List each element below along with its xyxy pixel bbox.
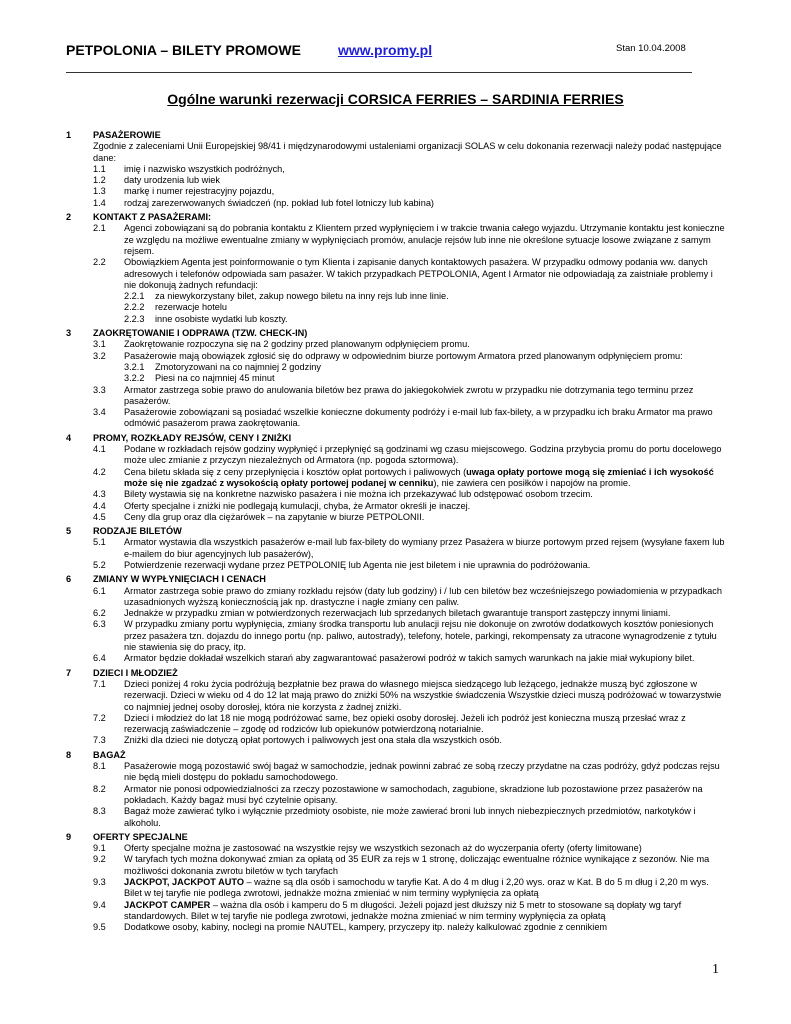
item-number: 5.1: [93, 537, 106, 548]
sub-item-text: inne osobiste wydatki lub koszty.: [155, 313, 288, 324]
item-number: 7.2: [93, 712, 106, 723]
item-text: [124, 501, 470, 511]
item-text: [124, 175, 220, 185]
item-text-segment: Dzieci i młodzież do lat 18 nie mogą podróżować same, bez opieki osoby dorosłej. Jeżeli ich podróż jest konieczna muszą przesłać wraz z rezerwacją zaświadczenie – zgodę od rodziców lub opiekunów potwierdzoną notarialnie.: [124, 712, 686, 735]
section-title: ZAOKRĘTOWANIE I ODPRAWA (TZW. CHECK-IN): [93, 328, 308, 339]
item-number: 2.2: [93, 257, 106, 268]
item-text-segment: Agenci zobowiązani są do pobrania kontaktu z Klientem przed wypłynięciem i w trakcie trwania całego wyjazdu. Utrzymanie kontaktu jest konieczne ze względu na możliwe ewentualne zmiany w wypłynięciach promów, anulacje rejsów lub inne nie określone sytuacje losowe związane z samym rejsem.: [124, 223, 725, 256]
item-number: 9.3: [93, 877, 106, 887]
item-number: 7.3: [93, 735, 106, 746]
section-title: KONTAKT Z PASAŻERAMI:: [93, 212, 212, 223]
item-text-segment: markę i numer rejestracyjny pojazdu,: [124, 186, 275, 197]
item-number: 1.4: [93, 197, 106, 208]
section-number: 4: [66, 432, 72, 443]
item-text-segment: Zaokrętowanie rozpoczyna się na 2 godziny przed planowanym odpłynięciem promu.: [124, 339, 470, 350]
section-item: [93, 806, 726, 829]
item-text-segment: rodzaj zarezerwowanych świadczeń (np. pokład lub fotel lotniczy lub kabina): [124, 197, 434, 208]
section-item: [93, 512, 726, 523]
section-title: BAGAŻ: [93, 749, 126, 760]
sub-item-number: 3.2.1: [124, 361, 145, 372]
item-text: [124, 586, 722, 607]
item-text-segment: Pasażerowie mogą pozostawić swój bagaż w samochodzie, jednak powinni zabrać ze sobą rzeczy przydatne na czas podróży, gdyż podczas rejsu nie będą mieli dostępu do pokładu samochodowego.: [124, 761, 720, 783]
section-item: [93, 586, 726, 609]
item-number: 5.2: [93, 559, 106, 570]
section: [66, 668, 726, 747]
item-text-segment: Ceny dla grup oraz dla ciężarówek – na zapytanie w biurze PETPOLONII.: [124, 511, 425, 522]
section-title: RODZAJE BILETÓW: [93, 526, 182, 537]
item-text-segment: Oferty specjalne można je zastosować na wszystkie rejsy we wszystkich sezonach aż do wyczerpania oferty (oferty limitowane): [124, 843, 642, 854]
sub-item: [93, 314, 726, 325]
section-item: [93, 537, 726, 560]
item-number: 4.3: [93, 489, 106, 500]
item-text-segment: Bagaż może zawierać tylko i wyłącznie przedmioty osobiste, nie może zawierać broni lub innych niebezpiecznych przedmiotów, narkotyków i alkoholu.: [124, 806, 696, 828]
section-item: [93, 560, 726, 571]
item-text: [124, 806, 695, 827]
item-text: [124, 164, 285, 174]
section: [66, 832, 726, 934]
item-number: 4.2: [93, 466, 106, 477]
item-text: [124, 713, 686, 734]
item-number: 4.5: [93, 511, 106, 522]
header-brand: PETPOLONIA – BILETY PROMOWE: [66, 42, 301, 58]
section-item: [93, 351, 726, 362]
item-text-segment: – ważne są dla osób i samochodu w taryfie Kat. A do 4 m dług i 2,20 wys. oraz w Kat. B do 5 m dług i 2,20 m wys. Bilet w tej taryfie nie podlega zwrotowi, jednakże można zmieniać w nim terminy wypłynięcia za opłatą: [124, 877, 709, 899]
item-number: 9.4: [93, 899, 106, 910]
sub-item: [93, 291, 726, 302]
sub-item-number: 2.2.3: [124, 313, 145, 324]
item-text-bold: JACKPOT CAMPER: [124, 899, 211, 910]
section-item: [93, 784, 726, 807]
section-item: [93, 175, 726, 186]
item-text: [124, 537, 724, 558]
sub-item-number: 2.2.2: [124, 302, 145, 313]
section-title: PASAŻEROWIE: [93, 130, 161, 140]
header-rule: [66, 72, 692, 73]
item-text: [124, 257, 713, 290]
item-text-segment: Dodatkowe osoby, kabiny, noclegi na promie NAUTEL, kampery, przyczepy itp. należy kalkulować zgodnie z cennikiem: [124, 922, 608, 933]
item-text: [124, 900, 681, 921]
section-item: [93, 619, 726, 653]
item-text: [124, 735, 502, 745]
item-text: [124, 877, 709, 898]
item-text-segment: Pasażerowie zobowiązani są posiadać wszelkie konieczne dokumenty podróży i e-mail lub fax-bilety, a w przypadku ich braku Armator ma prawo odmówić pasażerom prawa zaokrętowania.: [124, 407, 713, 429]
header-date: Stan 10.04.2008: [616, 43, 686, 54]
item-text: [124, 679, 721, 712]
section: [66, 574, 726, 664]
item-text-segment: Armator będzie dokładał wszelkich starań aby zagwarantować pasażerowi podróż w takich samych warunkach na jakie miał wykupiony bilet.: [124, 653, 695, 664]
item-number: 7.1: [93, 678, 106, 689]
section-item: [93, 257, 726, 291]
item-text-segment: Bilety wystawia się na konkretne nazwisko pasażera i nie można ich przekazywać lub odstępować osobom trzecim.: [124, 489, 593, 500]
item-text: [124, 223, 725, 256]
section-item: [93, 761, 726, 784]
sub-item-text: Piesi na co najmniej 45 minut: [155, 373, 275, 384]
item-text-segment: daty urodzenia lub wiek: [124, 175, 221, 186]
section-item: [93, 713, 726, 736]
section-item: [93, 444, 726, 467]
item-text: [124, 467, 714, 488]
item-text: [124, 512, 424, 522]
sub-item: [93, 362, 726, 373]
item-text: [124, 854, 709, 875]
section: [66, 750, 726, 829]
item-text-segment: Armator zastrzega sobie prawo do zmiany rozkładu rejsów (daty lub godziny) i / lub cen biletów bez wcześniejszego powiadomienia w przypadkach uzasadnionych wyższą koniecznością jak np. drastyczne i nagłe zmiany cen paliw.: [124, 585, 722, 607]
item-text-segment: Armator zastrzega sobie prawo do anulowania biletów bez prawa do jakiegokolwiek zwrotu w przypadku nie dotrzymania tego terminu przez pasażerów.: [124, 384, 694, 406]
item-text-segment: Pasażerowie mają obowiązek zgłosić się do odprawy w odpowiednim biurze portowym Armatora przed planowanym odpłynięciem promu:: [124, 350, 683, 361]
item-text: [124, 351, 683, 361]
section-item: [93, 164, 726, 175]
sub-item: [93, 302, 726, 313]
item-text-segment: ), nie zawiera cen posiłków i napojów na promie.: [433, 477, 631, 488]
item-text: [124, 560, 590, 570]
section: [66, 526, 726, 571]
section-item: [93, 501, 726, 512]
section-item: [93, 843, 726, 854]
section-number: 1: [66, 130, 72, 140]
sub-item-text: za niewykorzystany bilet, zakup nowego biletu na inny rejs lub inne linie.: [155, 291, 449, 302]
section: [66, 328, 726, 430]
item-text: [124, 489, 593, 499]
sub-item: [93, 373, 726, 384]
section-number: 9: [66, 831, 72, 842]
section-title: OFERTY SPECJALNE: [93, 831, 188, 842]
item-text-segment: Cena biletu składa się z ceny przepłynięcia i kosztów opłat portowych i paliwowych (: [124, 466, 467, 477]
section: [66, 130, 726, 209]
item-text-segment: Potwierdzenie rezerwacji wydane przez PETPOLONIĘ lub Agenta nie jest biletem i nie uprawnia do podróżowania.: [124, 559, 591, 570]
section-item: [93, 653, 726, 664]
item-number: 3.1: [93, 339, 106, 350]
item-text: [124, 608, 670, 618]
item-text: [124, 385, 693, 406]
section-item: [93, 735, 726, 746]
section-intro: Zgodnie z zaleceniami Unii Europejskiej 98/41 i międzynarodowymi ustaleniami organizacji SOLAS w celu dokonania rezerwacji należy podać następujące dane:: [93, 141, 722, 163]
document-body: [66, 130, 726, 936]
section-item: [93, 467, 726, 490]
item-number: 3.4: [93, 407, 106, 418]
sub-item-text: Zmotoryzowani na co najmniej 2 godziny: [155, 361, 321, 372]
section-item: [93, 186, 726, 197]
section-item: [93, 198, 726, 209]
item-number: 6.2: [93, 608, 106, 619]
item-number: 9.2: [93, 854, 106, 865]
item-number: 4.4: [93, 500, 106, 511]
section-number: 8: [66, 749, 72, 760]
section-item: [93, 877, 726, 900]
item-number: 6.4: [93, 653, 106, 664]
item-text-segment: W taryfach tych można dokonywać zmian za opłatą od 35 EUR za rejs w 1 stronę, doliczając ewentualne różnice wynikające z sezonów. Nie ma możliwości dokonania zwrotu biletów w tych taryfach: [124, 854, 710, 876]
item-number: 6.1: [93, 585, 106, 596]
item-number: 2.1: [93, 223, 106, 234]
section-item: [93, 339, 726, 350]
item-number: 3.2: [93, 350, 106, 361]
section-number: 5: [66, 526, 72, 537]
item-text: [124, 922, 607, 932]
item-text: [124, 186, 274, 196]
item-number: 1.1: [93, 163, 106, 174]
item-number: 3.3: [93, 384, 106, 395]
section-item: [93, 900, 726, 923]
document-title: Ogólne warunki rezerwacji CORSICA FERRIES – SARDINIA FERRIES: [167, 91, 624, 107]
section-title: PROMY, ROZKŁADY REJSÓW, CENY I ZNIŻKI: [93, 432, 292, 443]
item-text-segment: Armator nie ponosi odpowiedzialności za rzeczy pozostawione w samochodach, zagubione, skradzione lub pozostawione przez pasażerów na pokładach. Każdy bagaż musi być czytelnie opisany.: [124, 783, 703, 805]
section-title: ZMIANY W WYPŁYNIĘCIACH I CENACH: [93, 574, 266, 585]
section: [66, 212, 726, 325]
website-link[interactable]: www.promy.pl: [338, 42, 433, 58]
item-number: 6.3: [93, 619, 106, 630]
item-text: [124, 407, 713, 428]
item-text-bold: JACKPOT, JACKPOT AUTO: [124, 877, 244, 887]
item-number: 9.5: [93, 922, 106, 933]
section-item: [93, 608, 726, 619]
item-text-segment: imię i nazwisko wszystkich podróżnych,: [124, 163, 285, 174]
item-text-segment: Jednakże w przypadku zmian w potwierdzonych rezerwacjach lub sprzedanych biletach gwarantuje transport zastępczy innymi liniami.: [124, 608, 671, 619]
item-text-segment: Armator wystawia dla wszystkich pasażerów e-mail lub fax-bilety do wymiany przez Pasażera w biurze portowym przed rejsem (wysyłane faxem lub e-mailem do biur agencyjnych lub pasażerów),: [124, 537, 725, 559]
item-text: [124, 653, 694, 663]
sub-item-number: 2.2.1: [124, 291, 145, 302]
item-text: [124, 843, 642, 853]
section-item: [93, 407, 726, 430]
section-number: 6: [66, 574, 72, 585]
item-number: 1.2: [93, 175, 106, 186]
page-number: 1: [712, 962, 719, 977]
section-item: [93, 854, 726, 877]
item-text: [124, 784, 703, 805]
section-item: [93, 679, 726, 713]
sub-item-text: rezerwacje hotelu: [155, 302, 228, 313]
item-number: 8.3: [93, 806, 106, 817]
item-text: [124, 444, 722, 465]
item-number: 9.1: [93, 843, 106, 854]
section-item: [93, 922, 726, 933]
item-text-segment: Oferty specjalne i zniżki nie podlegają kumulacji, chyba, że Armator określi je inaczej.: [124, 500, 471, 511]
item-text: [124, 619, 717, 652]
item-number: 4.1: [93, 444, 106, 455]
item-text-segment: Podane w rozkładach rejsów godziny wypłynięć i przepłynięć są godzinami wg czasu miejscowego. Godzina przybycia promu do portu docelowego może ulec zmianie z przyczyn niezależnych od Armatora (np. pogoda sztormowa).: [124, 444, 722, 466]
item-text-segment: – ważna dla osób i kamperu do 5 m długości. Jeżeli pojazd jest dłuższy niż 5 metr to stosowane są dopłaty wg taryf standardowych. Bilet w tej taryfie nie podlega zwrotowi, jednakże można zmieniać w nim terminy wypłynięcia za opłatą: [124, 899, 682, 921]
section-number: 7: [66, 667, 72, 678]
section-title: DZIECI I MŁODZIEŻ: [93, 667, 178, 678]
item-number: 8.2: [93, 783, 106, 794]
section-number: 2: [66, 212, 72, 223]
item-text-segment: Obowiązkiem Agenta jest poinformowanie o tym Klienta i zapisanie danych kontaktowych pasażera. W przypadku odmowy podania ww. danych adresowych i telefonów odpowiada sam pasażer. W takich przypadkach PETPOLONIA, Agent I Armator nie odpowiadają za zaistniałe problemy i nie dokonują żadnych refundacji:: [124, 257, 713, 290]
item-text: [124, 198, 434, 208]
item-text-segment: W przypadku zmiany portu wypłynięcia, zmiany środka transportu lub anulacji rejsu nie dokonuje on zwrotów dodatkowych kosztów poniesionych przez pasażera tzn. dojazdu do innego portu (np. paliwo, autostrady), telefony, hotele, parkingi, rekompensaty za utracone wynagrodzenie z tytułu nie stawienia się do pracy, itp.: [124, 619, 717, 653]
item-number: 8.1: [93, 761, 106, 772]
section-item: [93, 385, 726, 408]
item-text-segment: Dzieci poniżej 4 roku życia podróżują bezpłatnie bez prawa do własnego miejsca siedzącego lub leżącego, jednakże muszą być zgłoszone w rezerwacji. Dzieci w wieku od 4 do 12 lat mają prawo do zniżki 50% na wszystkie świadczenia Wszystkie dzieci muszą podróżować w towarzystwie co najmniej jednej osoby dorosłej, która nie korzysta z żadnej zniżki.: [124, 678, 722, 712]
item-text: [124, 339, 470, 349]
item-number: 1.3: [93, 186, 106, 197]
sub-item-number: 3.2.2: [124, 373, 145, 384]
item-text-segment: Zniżki dla dzieci nie dotyczą opłat portowych i paliwowych jest ona stała dla wszystkich osób.: [124, 735, 502, 746]
section-item: [93, 223, 726, 257]
section-number: 3: [66, 328, 72, 339]
item-text-bold: uwaga opłaty portowe mogą się zmieniać i ich wysokość może się nie zgadzać z wysokością opłaty portowej podanej w cenniku: [124, 466, 714, 488]
section-item: [93, 489, 726, 500]
item-text: [124, 761, 720, 782]
section: [66, 433, 726, 523]
